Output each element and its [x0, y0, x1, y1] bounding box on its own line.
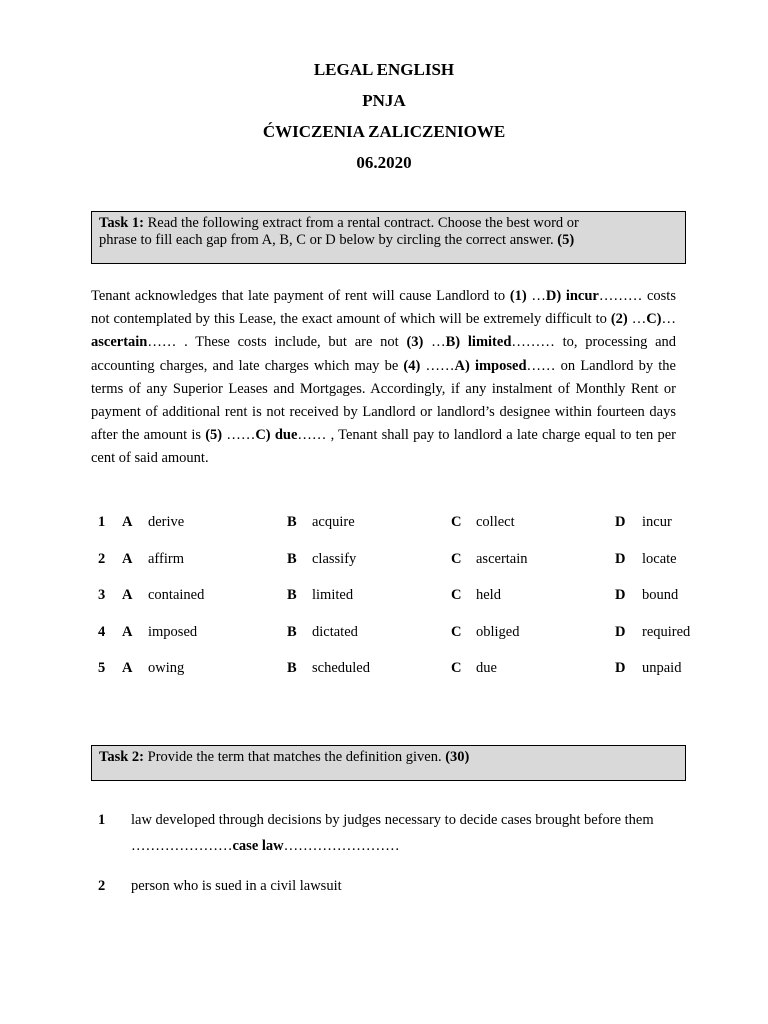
- task2-label: Task 2:: [99, 749, 145, 765]
- option-b[interactable]: classify: [312, 551, 357, 567]
- doc-title: LEGAL ENGLISH: [313, 60, 455, 79]
- passage-text: ……… to, processing and accounting charges, and late charges which may be: [91, 334, 677, 374]
- passage-text: …… , Tenant shall pay to landlord a late charge equal to ten per cent of said amount.: [91, 427, 677, 467]
- option-letter-d: D: [615, 660, 626, 676]
- option-c[interactable]: obliged: [476, 624, 520, 640]
- task2-points: (30): [445, 749, 470, 765]
- option-letter-c: C: [451, 551, 462, 567]
- option-row-4: [0, 624, 768, 644]
- option-d[interactable]: bound: [642, 587, 679, 603]
- definition-answer[interactable]: case law: [232, 838, 284, 854]
- option-letter-c: C: [451, 624, 462, 640]
- option-number: 3: [98, 587, 106, 603]
- gap-2-dots: …: [661, 311, 676, 328]
- gap-1-answer: D) incur: [545, 288, 599, 304]
- task1-points: (5): [557, 232, 575, 248]
- gap-5-number: (5): [205, 427, 223, 444]
- option-letter-a: A: [122, 624, 133, 640]
- gap-2-number: (2): [610, 311, 628, 328]
- gap-2-dots: …: [627, 311, 647, 328]
- gap-1-number: (1): [509, 288, 527, 304]
- doc-date: 06.2020: [356, 153, 412, 172]
- option-letter-a: A: [122, 551, 133, 567]
- option-letter-c: C: [451, 514, 462, 530]
- task1-instruction-2: phrase to fill each gap from A, B, C or D below by circling the correct answer.: [99, 232, 558, 248]
- answer-dots: ……………………: [283, 838, 400, 854]
- option-letter-d: D: [615, 587, 626, 603]
- doc-heading: ĆWICZENIA ZALICZENIOWE: [262, 122, 506, 141]
- option-letter-a: A: [122, 587, 133, 603]
- option-letter-d: D: [615, 624, 626, 640]
- gap-2-answer: C): [646, 311, 662, 328]
- option-c[interactable]: ascertain: [476, 551, 528, 567]
- gap-1-dots: …: [526, 288, 546, 304]
- option-a[interactable]: owing: [148, 660, 185, 676]
- option-letter-a: A: [122, 514, 133, 530]
- option-number: 1: [98, 514, 106, 530]
- passage-text: Tenant acknowledges that late payment of rent will cause Landlord to: [91, 288, 510, 304]
- option-d[interactable]: required: [642, 624, 691, 640]
- gap-5-dots: ……: [222, 427, 256, 444]
- passage-text: …… on Landlord by the terms of any Superior Leases and Mortgages. Accordingly, if any instalment of Monthly Rent or payment of additional rent is not received by Landlord or landlord’s designee within fourteen days after the amount is: [91, 357, 676, 444]
- option-a[interactable]: affirm: [148, 551, 184, 567]
- gap-4-dots: ……: [420, 357, 455, 374]
- option-letter-b: B: [287, 624, 297, 640]
- contract-passage: [91, 285, 676, 471]
- option-a[interactable]: contained: [148, 587, 205, 603]
- option-number: 5: [98, 660, 106, 676]
- option-letter-b: B: [287, 551, 297, 567]
- option-b[interactable]: limited: [312, 587, 354, 603]
- option-b[interactable]: scheduled: [312, 660, 370, 676]
- task1-instruction-1: Read the following extract from a rental contract. Choose the best word or: [144, 215, 579, 231]
- option-d[interactable]: unpaid: [642, 660, 682, 676]
- option-row-1: [0, 514, 768, 534]
- option-letter-d: D: [615, 514, 626, 530]
- passage-text: …… . These costs include, but are not: [147, 334, 407, 351]
- definition-text: law developed through decisions by judges necessary to decide cases brought before them: [131, 812, 654, 828]
- option-letter-b: B: [287, 660, 297, 676]
- option-letter-a: A: [122, 660, 133, 676]
- gap-3-dots: …: [423, 334, 446, 351]
- definition-text: person who is sued in a civil lawsuit: [131, 878, 342, 894]
- option-letter-d: D: [615, 551, 626, 567]
- gap-3-answer: B) limited: [445, 334, 512, 351]
- definition-number: 2: [98, 878, 106, 894]
- option-letter-b: B: [287, 587, 297, 603]
- option-letter-c: C: [451, 587, 462, 603]
- gap-3-number: (3): [406, 334, 424, 351]
- doc-subtitle: PNJA: [362, 91, 406, 110]
- task1-label: Task 1:: [99, 215, 145, 231]
- gap-4-answer: A) imposed: [454, 357, 527, 374]
- passage-text: ……… costs not contemplated by this Lease, the exact amount of which will be extremely difficult to: [91, 288, 676, 328]
- answer-dots: …………………: [131, 838, 233, 854]
- option-number: 4: [98, 624, 106, 640]
- option-row-3: [0, 587, 768, 607]
- option-a[interactable]: derive: [148, 514, 185, 530]
- gap-5-answer: C) due: [255, 427, 298, 444]
- option-number: 2: [98, 551, 106, 567]
- option-c[interactable]: held: [476, 587, 501, 603]
- option-b[interactable]: acquire: [312, 514, 355, 530]
- option-c[interactable]: collect: [476, 514, 515, 530]
- option-letter-c: C: [451, 660, 462, 676]
- definition-number: 1: [98, 812, 106, 828]
- gap-2-answer-word: ascertain: [91, 334, 148, 351]
- gap-4-number: (4): [403, 357, 421, 374]
- task2-instruction: Provide the term that matches the definition given.: [144, 749, 446, 765]
- option-row-5: [0, 660, 768, 680]
- option-letter-b: B: [287, 514, 297, 530]
- task1-box: [91, 211, 686, 264]
- option-d[interactable]: incur: [642, 514, 672, 530]
- task2-box: [91, 745, 686, 781]
- option-b[interactable]: dictated: [312, 624, 358, 640]
- option-a[interactable]: imposed: [148, 624, 198, 640]
- option-d[interactable]: locate: [642, 551, 677, 567]
- option-row-2: [0, 551, 768, 571]
- definition-answer-line: [131, 838, 400, 855]
- option-c[interactable]: due: [476, 660, 497, 676]
